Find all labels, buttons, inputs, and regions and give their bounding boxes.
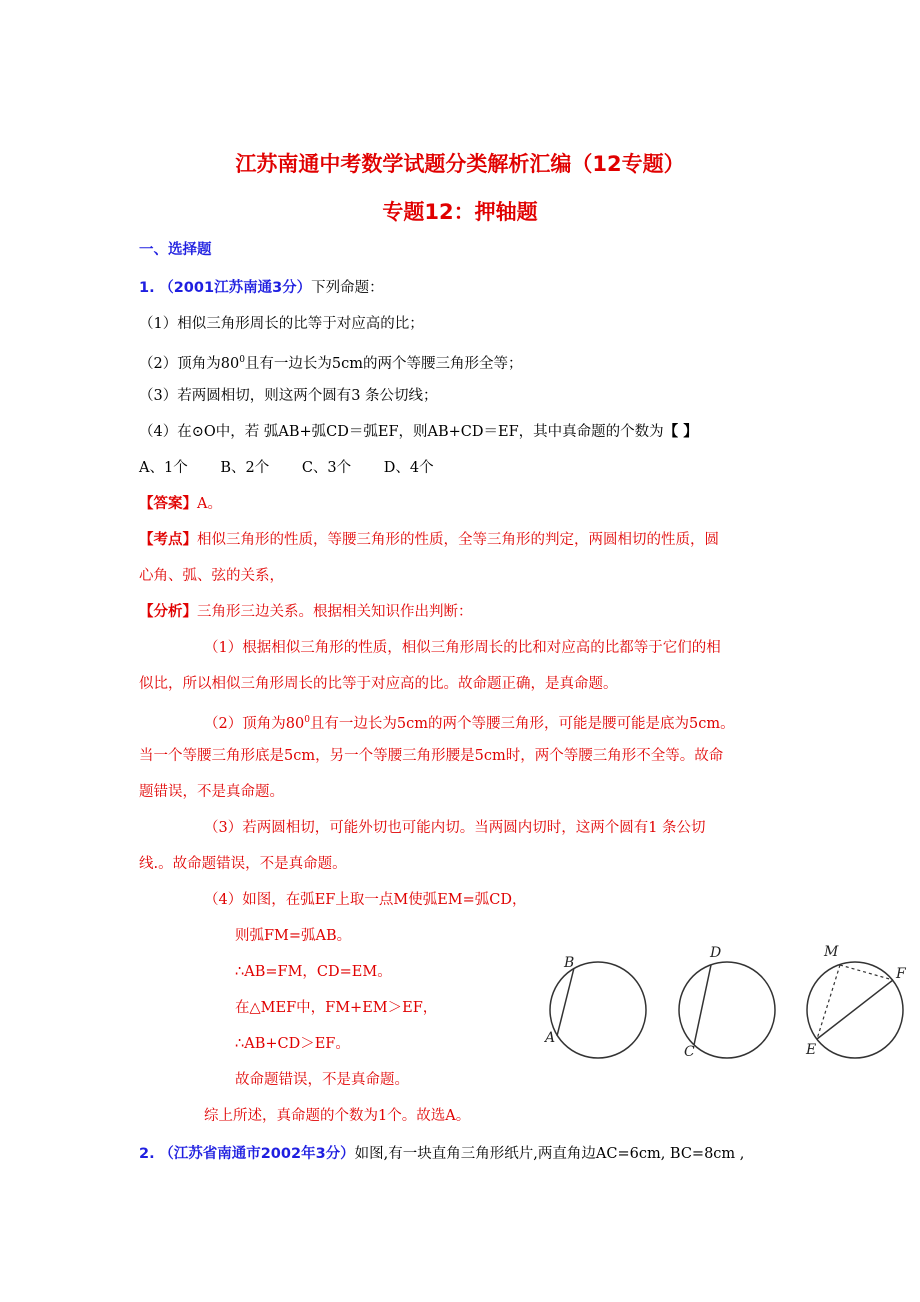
figure-circle-ab	[543, 955, 646, 1058]
fenxi-label: 【分析】	[139, 604, 197, 620]
chord-ef	[817, 980, 893, 1039]
label-e: E	[806, 1042, 817, 1058]
analysis-4-line-5: ∴AB+CD＞EF。	[235, 1036, 350, 1052]
q1-options	[139, 458, 434, 478]
q1-p2-sup: 0	[239, 355, 245, 365]
kaodian-label: 【考点】	[139, 532, 197, 548]
label-c: C	[684, 1044, 695, 1060]
fenxi-line	[139, 602, 473, 622]
label-d: D	[710, 945, 722, 961]
document-subtitle: 专题12：押轴题	[382, 200, 538, 224]
fenxi-text: 三角形三边关系。根据相关知识作出判断：	[197, 604, 473, 620]
q2-source: （江苏省南通市2002年3分）	[159, 1146, 355, 1162]
q2-stem: 如图,有一块直角三角形纸片,两直角边AC=6cm, BC=8cm ,	[354, 1146, 745, 1162]
q1-source: （2001江苏南通3分）	[159, 280, 312, 296]
chord-ab	[557, 968, 574, 1036]
document-title: 江苏南通中考数学试题分类解析汇编（12专题）	[235, 152, 685, 176]
analysis-2-sup: 0	[304, 715, 310, 725]
analysis-4-line-3: ∴AB=FM，CD=EM。	[235, 964, 392, 980]
answer-label: 【答案】	[139, 496, 197, 512]
figure-circle-ef	[805, 944, 907, 1058]
q2-number: 2.	[139, 1146, 155, 1162]
q1-proposition-4	[139, 422, 698, 442]
section-heading: 一、选择题	[139, 242, 212, 258]
label-b: B	[564, 955, 575, 971]
chord-cd	[694, 965, 711, 1045]
label-a: A	[545, 1030, 556, 1046]
analysis-2-line-2: 当一个等腰三角形底是5cm，另一个等腰三角形腰是5cm时，两个等腰三角形不全等。故命	[139, 748, 724, 764]
option-b: B、2个	[220, 460, 270, 476]
answer-value: A。	[197, 496, 222, 512]
analysis-2-text-a: （2）顶角为80	[204, 716, 305, 732]
q1-stem: 下列命题：	[311, 280, 384, 296]
q2-heading	[139, 1144, 744, 1164]
label-m: M	[824, 944, 839, 960]
option-c: C、3个	[301, 460, 352, 476]
answer-line	[139, 494, 222, 514]
kaodian-text-1: 相似三角形的性质，等腰三角形的性质，全等三角形的判定，两圆相切的性质，圆	[197, 532, 719, 548]
q1-proposition-3: （3）若两圆相切，则这两个圆有3 条公切线；	[139, 388, 438, 404]
figure-circle-cd	[679, 945, 775, 1060]
analysis-4-line-1: （4）如图，在弧EF上取一点M使弧EM=弧CD，	[204, 892, 527, 908]
q1-number: 1.	[139, 280, 155, 296]
q1-proposition-1: （1）相似三角形周长的比等于对应高的比；	[139, 316, 424, 332]
analysis-2-text-b: 且有一边长为5cm的两个等腰三角形，可能是腰可能是底为5cm。	[309, 716, 735, 732]
analysis-4-line-4: 在△MEF中，FM+EM＞EF，	[235, 1000, 438, 1016]
kaodian-line-2: 心角、弧、弦的关系，	[139, 568, 284, 584]
q1-p4-text: （4）在⊙O中，若 弧AB+弧CD＝弧EF，则AB+CD＝EF，其中真命题的个数为	[139, 424, 664, 440]
circle-figures	[540, 938, 920, 1068]
analysis-1-line-1: （1）根据相似三角形的性质，相似三角形周长的比和对应高的比都等于它们的相	[204, 640, 721, 656]
analysis-2-line-1	[204, 710, 735, 734]
circle-1	[550, 962, 646, 1058]
label-f: F	[896, 966, 906, 982]
q1-p2-text-b: 且有一边长为5cm的两个等腰三角形全等；	[244, 356, 523, 372]
analysis-4-line-2: 则弧FM=弧AB。	[235, 928, 352, 944]
analysis-2-line-3: 题错误，不是真命题。	[139, 784, 284, 800]
q1-p2-text-a: （2）顶角为80	[139, 356, 240, 372]
analysis-1-line-2: 似比，所以相似三角形周长的比等于对应高的比。故命题正确，是真命题。	[139, 676, 618, 692]
option-d: D、4个	[383, 460, 434, 476]
q1-heading	[139, 278, 384, 298]
option-a: A、1个	[139, 460, 188, 476]
analysis-3-line-1: （3）若两圆相切，可能外切也可能内切。当两圆内切时，这两个圆有1 条公切	[204, 820, 706, 836]
q1-proposition-2	[139, 350, 523, 374]
analysis-4-line-6: 故命题错误，不是真命题。	[235, 1072, 409, 1088]
analysis-3-line-2: 线.。故命题错误，不是真命题。	[139, 856, 347, 872]
q1-answer-bracket: 【 】	[663, 423, 698, 440]
conclusion-line: 综上所述，真命题的个数为1个。故选A。	[204, 1108, 471, 1124]
kaodian-line-1	[139, 530, 719, 550]
